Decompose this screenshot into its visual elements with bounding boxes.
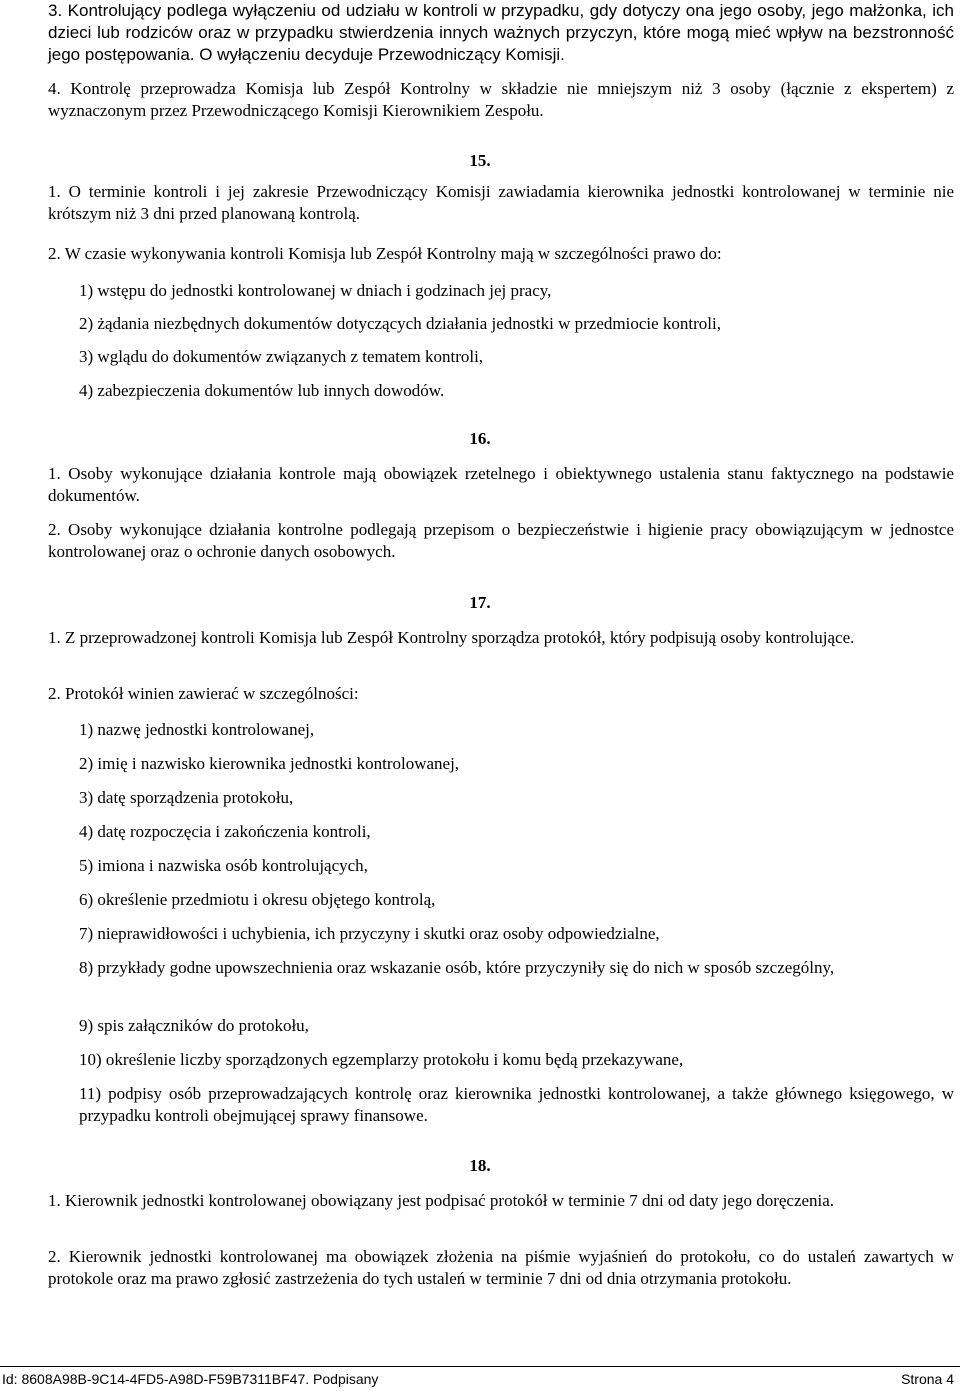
section-16-paragraph-2: 2. Osoby wykonujące działania kontrolne podlegają przepisom o bezpieczeństwie i higienie pracy obowiązującym w jednostce kontrolowanej oraz o ochronie danych osobowych. <box>48 520 954 561</box>
list-item: 4) zabezpieczenia dokumentów lub innych dowodów. <box>79 381 445 400</box>
section-14-paragraph-3: 3. Kontrolujący podlega wyłączeniu od udziału w kontroli w przypadku, gdy dotyczy ona jego osoby, jego małżonka, ich dzieci lub rodziców oraz w przypadku stwierdzenia innych ważnych przyczyn, które mogą mieć wpływ na bezstronność jego postępowania. O wyłączeniu decyduje Przewodniczący Komisji. <box>48 1 954 64</box>
list-item: 6) określenie przedmiotu i okresu objętego kontrolą, <box>79 890 436 909</box>
section-16-paragraph-1: 1. Osoby wykonujące działania kontrole mają obowiązek rzetelnego i obiektywnego ustalenia stanu faktycznego na podstawie dokumentów. <box>48 464 954 505</box>
list-item: 7) nieprawidłowości i uchybienia, ich przyczyny i skutki oraz osoby odpowiedzialne, <box>79 924 660 943</box>
section-17-paragraph-1: 1. Z przeprowadzonej kontroli Komisja lub Zespół Kontrolny sporządza protokół, który podpisują osoby kontrolujące. <box>48 628 855 647</box>
list-item: 1) wstępu do jednostki kontrolowanej w dniach i godzinach jej pracy, <box>79 281 552 300</box>
section-18-heading: 18. <box>469 1156 491 1175</box>
section-15-heading: 15. <box>469 151 491 170</box>
list-item: 9) spis załączników do protokołu, <box>79 1016 309 1035</box>
list-item: 1) nazwę jednostki kontrolowanej, <box>79 720 315 739</box>
section-18-paragraph-1: 1. Kierownik jednostki kontrolowanej obowiązany jest podpisać protokół w terminie 7 dni od daty jego doręczenia. <box>48 1191 835 1210</box>
list-item: 2) żądania niezbędnych dokumentów dotyczących działania jednostki w przedmiocie kontroli, <box>79 314 721 333</box>
footer-page-number: Strona 4 <box>901 1371 954 1387</box>
section-17-heading: 17. <box>469 593 491 612</box>
list-item: 4) datę rozpoczęcia i zakończenia kontroli, <box>79 822 371 841</box>
section-15-paragraph-1: 1. O terminie kontroli i jej zakresie Przewodniczący Komisji zawiadamia kierownika jednostki kontrolowanej w terminie nie krótszym niż 3 dni przed planowaną kontrolą. <box>48 182 954 223</box>
list-item: 8) przykłady godne upowszechnienia oraz wskazanie osób, które przyczyniły się do nich w sposób szczególny, <box>79 958 835 977</box>
section-17-paragraph-2: 2. Protokół winien zawierać w szczególności: <box>48 684 359 703</box>
footer-divider <box>0 1366 960 1367</box>
list-item: 5) imiona i nazwiska osób kontrolujących, <box>79 856 368 875</box>
list-item: 2) imię i nazwisko kierownika jednostki kontrolowanej, <box>79 754 460 773</box>
list-item: 11) podpisy osób przeprowadzających kontrolę oraz kierownika jednostki kontrolowanej, a także głównego księgowego, w przypadku kontroli obejmującej sprawy finansowe. <box>79 1084 954 1125</box>
list-item: 10) określenie liczby sporządzonych egzemplarzy protokołu i komu będą przekazywane, <box>79 1050 684 1069</box>
footer-document-id: Id: 8608A98B-9C14-4FD5-A98D-F59B7311BF47. Podpisany <box>2 1371 379 1387</box>
list-item: 3) wglądu do dokumentów związanych z tematem kontroli, <box>79 347 484 366</box>
list-item: 3) datę sporządzenia protokołu, <box>79 788 294 807</box>
section-18-paragraph-2: 2. Kierownik jednostki kontrolowanej ma obowiązek złożenia na piśmie wyjaśnień do protokołu, co do ustaleń zawartych w protokole oraz ma prawo zgłosić zastrzeżenia do tych ustaleń w terminie 7 dni od dnia otrzymania protokołu. <box>48 1247 954 1288</box>
section-14-paragraph-4: 4. Kontrolę przeprowadza Komisja lub Zespół Kontrolny w składzie nie mniejszym niż 3 osoby (łącznie z ekspertem) z wyznaczonym przez Przewodniczącego Komisji Kierownikiem Zespołu. <box>48 79 954 120</box>
section-16-heading: 16. <box>469 429 491 448</box>
section-15-paragraph-2: 2. W czasie wykonywania kontroli Komisja lub Zespół Kontrolny mają w szczególności prawo do: <box>48 244 722 263</box>
